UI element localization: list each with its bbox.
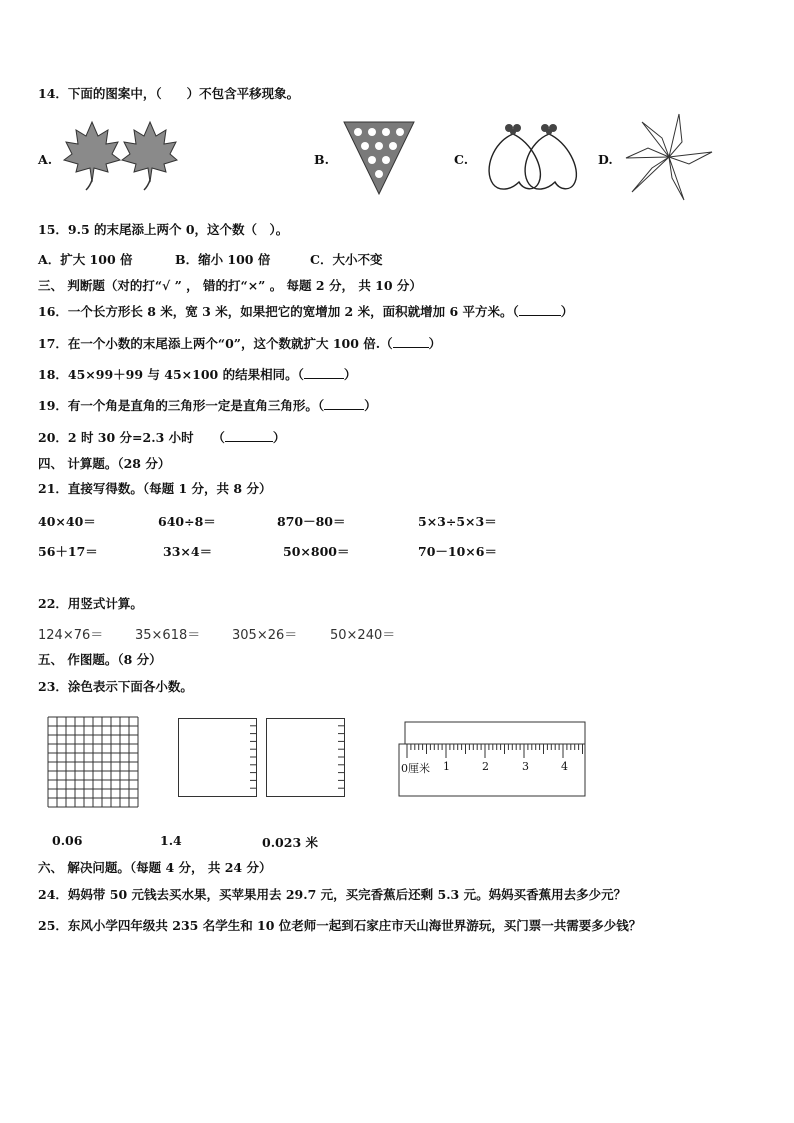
mental-calc-item[interactable]: 33×4＝	[163, 544, 213, 559]
judge-text: 18．45×99＋99 与 45×100 的结果相同。（	[38, 367, 304, 382]
q14-option-a[interactable]: A.	[38, 152, 53, 167]
vertical-calc-item[interactable]: 35×618＝	[135, 628, 201, 643]
q25-text: 25．东风小学四年级共 235 名学生和 10 位老师一起到石家庄市天山海世界游玩，买门票一共需要多少钱？	[38, 918, 642, 933]
judge-item	[38, 428, 285, 446]
mental-calc-item[interactable]: 50×800＝	[283, 544, 350, 559]
q15-text: 15．9.5 的末尾添上两个 0，这个数（ ）。	[38, 222, 289, 237]
ruler-tick-label: 2	[482, 760, 489, 773]
bird-heart-icon	[483, 120, 583, 195]
decimal-label: 0.06	[52, 833, 83, 848]
judge-text: 19．有一个角是直角的三角形一定是直角三角形。（	[38, 398, 325, 413]
vertical-calc-item[interactable]: 50×240＝	[330, 628, 396, 643]
vertical-calc-item[interactable]: 124×76＝	[38, 628, 104, 643]
judge-end: ）	[560, 304, 574, 319]
section3-heading: 三、 判断题（对的打“√ ” ， 错的打“×” 。 每题 2 分， 共 10 分）	[38, 278, 422, 293]
judge-item	[38, 365, 356, 383]
snowflake-triangle-icon	[344, 120, 414, 195]
square-with-scale-left[interactable]	[178, 718, 258, 798]
hundred-grid[interactable]	[47, 716, 139, 808]
judge-end: ）	[272, 430, 286, 445]
mental-calc-item[interactable]: 40×40＝	[38, 514, 96, 529]
section4-heading: 四、 计算题。（28 分）	[38, 456, 171, 471]
q15-option-c[interactable]: C．大小不变	[310, 252, 383, 267]
ruler-tick-label: 3	[522, 760, 529, 773]
ruler[interactable]	[397, 718, 592, 798]
pinwheel-icon	[624, 112, 714, 202]
judge-item	[38, 334, 441, 352]
judge-end: ）	[364, 398, 377, 413]
decimal-label: 1.4	[160, 833, 182, 848]
judge-end: ）	[343, 367, 357, 382]
ruler-tick-label: 4	[561, 760, 568, 773]
q21-text: 21．直接写得数。（每题 1 分，共 8 分）	[38, 481, 272, 496]
judge-text: 20．2 时 30 分=2.3 小时 （	[38, 430, 225, 445]
q23-text: 23．涂色表示下面各小数。	[38, 679, 193, 694]
mental-calc-item[interactable]: 870－80＝	[277, 514, 346, 529]
answer-blank[interactable]	[324, 397, 364, 410]
q22-text: 22．用竖式计算。	[38, 596, 143, 611]
q24-text: 24．妈妈带 50 元钱去买水果，买苹果用去 29.7 元，买完香蕉后还剩 5.3 元。妈妈买香蕉用去多少元？	[38, 887, 627, 902]
ruler-tick-label: 1	[443, 760, 450, 773]
judge-item	[38, 302, 573, 320]
judge-text: 17．在一个小数的末尾添上两个“0”，这个数就扩大 100 倍.（	[38, 336, 393, 351]
judge-end: ）	[428, 336, 442, 351]
decimal-label: 0.023 米	[262, 835, 318, 850]
vertical-calc-item[interactable]: 305×26＝	[232, 628, 298, 643]
maple-leaves-icon	[62, 118, 177, 193]
q14-option-b[interactable]: B.	[314, 152, 329, 167]
mental-calc-item[interactable]: 56＋17＝	[38, 544, 98, 559]
square-with-scale-right[interactable]	[266, 718, 346, 798]
mental-calc-item[interactable]: 640÷8＝	[158, 514, 216, 529]
ruler-unit-label: 0厘米	[401, 762, 430, 775]
q14-option-d[interactable]: D.	[598, 152, 613, 167]
section6-heading: 六、 解决问题。（每题 4 分， 共 24 分）	[38, 860, 272, 875]
answer-blank[interactable]	[304, 366, 344, 379]
q15-option-a[interactable]: A．扩大 100 倍	[38, 252, 133, 267]
judge-text: 16．一个长方形长 8 米，宽 3 米，如果把它的宽增加 2 米，面积就增加 6 平方米。（	[38, 304, 519, 319]
q15-option-b[interactable]: B．缩小 100 倍	[175, 252, 271, 267]
judge-item	[38, 396, 377, 414]
answer-blank[interactable]	[225, 429, 273, 442]
mental-calc-item[interactable]: 70－10×6＝	[418, 544, 497, 559]
answer-blank[interactable]	[519, 303, 561, 316]
q14-text: 14．下面的图案中，（ ）不包含平移现象。	[38, 86, 300, 101]
mental-calc-item[interactable]: 5×3÷5×3＝	[418, 514, 497, 529]
q14-option-c[interactable]: C.	[454, 152, 469, 167]
section5-heading: 五、 作图题。（8 分）	[38, 652, 162, 667]
answer-blank[interactable]	[393, 335, 429, 348]
